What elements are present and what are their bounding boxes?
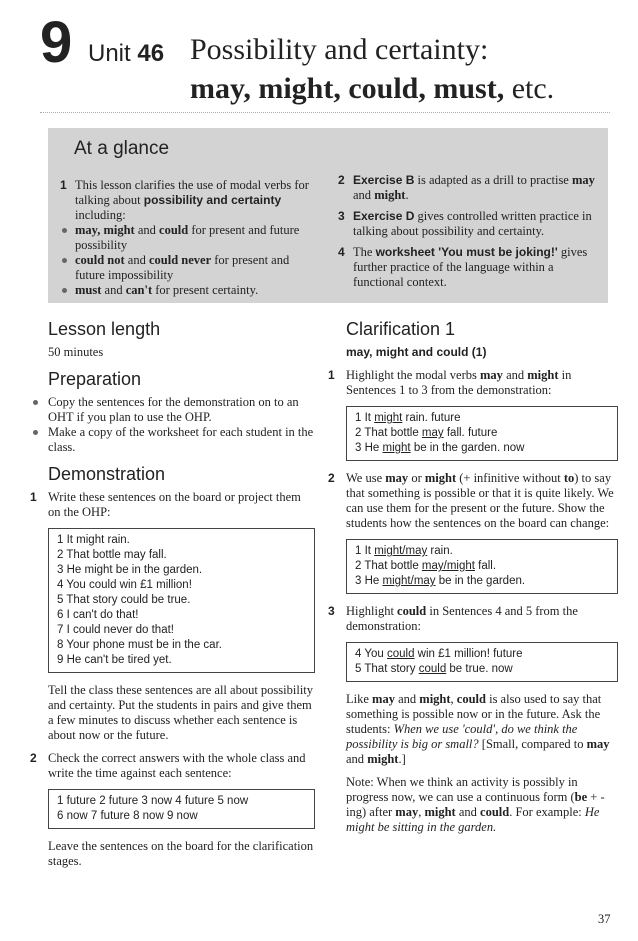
clar-step-3-number: 3 <box>328 604 335 618</box>
sentence: 6 I can't do that! <box>57 609 139 621</box>
clar-text: We use <box>346 471 386 485</box>
unit-label-number: 46 <box>137 40 165 67</box>
box-line <box>355 647 609 662</box>
box-line <box>355 426 609 441</box>
demo-step-2 <box>30 751 315 781</box>
answers-line: 1 future 2 future 3 now 4 future 5 now <box>57 795 249 807</box>
clar-text: or <box>408 471 425 485</box>
glance-bullet <box>60 223 315 253</box>
chapter-number: 9 <box>40 10 73 75</box>
box-line <box>355 559 609 574</box>
clar-step-2 <box>328 471 618 531</box>
box-text: 2 That bottle <box>355 560 422 572</box>
sentence: 2 That bottle may fall. <box>57 549 167 561</box>
page-number: 37 <box>598 912 611 926</box>
para-text: + -ing) after <box>346 790 605 819</box>
glance-item-4-pre: The <box>353 245 376 259</box>
highlight-box-1 <box>346 406 618 461</box>
para-italic: When we use 'could', do we think the possibility is big or small? <box>346 722 578 751</box>
lesson-length-heading: Lesson length <box>48 319 161 339</box>
sentence: 8 Your phone must be in the car. <box>57 639 222 651</box>
glance-item-1 <box>60 178 315 223</box>
box-line <box>355 574 609 589</box>
exercise-d-label: Exercise D <box>353 209 415 223</box>
clar-bold: could <box>397 604 427 618</box>
para-text: .] <box>398 752 406 766</box>
glance-item-1-bold: possibility and certainty <box>143 193 282 207</box>
bullet-bold2: could never <box>148 253 212 267</box>
clarification-subheading: may, might and could (1) <box>346 345 487 359</box>
box-text: be true. now <box>446 663 513 675</box>
glance-item-2-and: and <box>353 188 375 202</box>
sentence: 9 He can't be tired yet. <box>57 654 172 666</box>
box-text: 1 It <box>355 545 375 557</box>
bullet-bold: may, might <box>75 223 135 237</box>
para-text: and <box>455 805 481 819</box>
glance-item-3-number: 3 <box>338 209 345 223</box>
glance-item-1-tail: including: <box>75 208 126 222</box>
box-line <box>355 662 609 677</box>
para-bold: could <box>480 805 510 819</box>
demo-sentences-box <box>48 528 315 673</box>
sentence: 5 That story could be true. <box>57 594 191 606</box>
page-title-line1: Possibility and certainty: <box>190 33 489 66</box>
clar-bold: may <box>480 368 503 382</box>
demo-step-2-number: 2 <box>30 751 37 765</box>
unit-label <box>88 40 164 68</box>
underlined-modal: could <box>386 648 415 660</box>
glance-item-2-bold1: may <box>571 173 595 187</box>
header-rule <box>40 112 610 113</box>
box-text: 3 He <box>355 575 383 587</box>
box-text: be in the garden. now <box>410 442 525 454</box>
box-text: 4 You <box>355 648 387 660</box>
glance-item-1-number: 1 <box>60 178 67 192</box>
bullet-mid: and <box>134 223 160 237</box>
glance-item-4 <box>338 245 600 290</box>
demonstration-heading: Demonstration <box>48 464 166 484</box>
para-bold: may <box>586 737 610 751</box>
underlined-modal: might <box>382 442 411 454</box>
box-text: 3 He <box>355 442 383 454</box>
para-bold: may <box>372 692 395 706</box>
clarification-heading: Clarification 1 <box>346 319 456 339</box>
box-text: 5 That story <box>355 663 419 675</box>
clar-bold: might <box>527 368 559 382</box>
bullet-bold2: can't <box>125 283 153 297</box>
box-line <box>355 441 609 456</box>
like-may-paragraph <box>346 692 618 767</box>
highlight-box-3 <box>346 642 618 682</box>
para-bold: might <box>419 692 451 706</box>
clar-text: and <box>502 368 528 382</box>
underlined-modal: may <box>421 427 444 439</box>
para-bold: might <box>367 752 399 766</box>
box-text: rain. future <box>402 412 461 424</box>
title-etc: etc. <box>511 72 555 105</box>
box-text: fall. future <box>443 427 498 439</box>
underlined-modal: might/may <box>382 575 436 587</box>
preparation-heading: Preparation <box>48 369 142 389</box>
box-text: rain. <box>427 545 453 557</box>
para-text: and <box>346 752 368 766</box>
glance-heading: At a glance <box>74 138 170 159</box>
glance-item-3 <box>338 209 600 239</box>
para-text: and <box>394 692 420 706</box>
para-text: , <box>418 805 425 819</box>
clar-text: in Sentences 1 to 3 from the demonstration: <box>346 368 572 397</box>
clar-bold: to <box>563 471 575 485</box>
glance-item-2-text: is adapted as a drill to practise <box>414 173 572 187</box>
page-title-line2 <box>190 72 554 106</box>
note-paragraph <box>346 775 618 835</box>
unit-label-prefix: Unit <box>88 40 131 67</box>
bullet-mid: and <box>124 253 149 267</box>
underlined-modal: may/might <box>421 560 475 572</box>
bullet-text: for present and future impossibility <box>75 253 290 282</box>
clar-text: Highlight <box>346 604 398 618</box>
glance-item-1-text: This lesson clarifies the use of modal verbs for talking about <box>75 178 309 207</box>
bullet-bold: could not <box>75 253 125 267</box>
prep-bullet: Make a copy of the worksheet for each student in the class. <box>30 425 315 455</box>
glance-item-3-text: gives controlled written practice in talking about possibility and certainty. <box>353 209 592 238</box>
demo-step-1 <box>30 490 315 520</box>
exercise-b-label: Exercise B <box>353 173 415 187</box>
prep-list <box>30 395 315 455</box>
clar-text: (+ infinitive without <box>456 471 564 485</box>
bullet-bold: must <box>75 283 102 297</box>
leave-text: Leave the sentences on the board for the clarification stages. <box>48 839 314 868</box>
underlined-modal: might/may <box>374 545 428 557</box>
para-text: is also used to say that something is possible now or in the future. Ask the students: <box>346 692 602 736</box>
glance-item-2-bold2: might <box>374 188 406 202</box>
box-text: fall. <box>474 560 497 572</box>
para-bold: might <box>424 805 456 819</box>
glance-item-2-end: . <box>405 188 409 202</box>
sentence: 3 He might be in the garden. <box>57 564 203 576</box>
demo-step-1-number: 1 <box>30 490 37 504</box>
title-modals: may, might, could, must, <box>190 72 505 105</box>
box-line <box>355 544 609 559</box>
glance-item-2 <box>338 173 600 203</box>
box-text: 1 It <box>355 412 375 424</box>
glance-bullet <box>60 253 315 283</box>
box-text: 2 That bottle <box>355 427 422 439</box>
para-text: [Small, compared to <box>478 737 587 751</box>
clar-step-2-number: 2 <box>328 471 335 485</box>
prep-bullet: Copy the sentences for the demonstration on to an OHT if you plan to use the OHP. <box>30 395 315 425</box>
bullet-bold2: could <box>159 223 189 237</box>
clar-step-1-number: 1 <box>328 368 335 382</box>
bullet-mid: and <box>101 283 126 297</box>
box-line <box>355 411 609 426</box>
sentence: 1 It might rain. <box>57 534 130 546</box>
answers-line: 6 now 7 future 8 now 9 now <box>57 810 198 822</box>
clar-step-1 <box>328 368 618 398</box>
glance-bullet <box>60 283 315 298</box>
glance-item-4-number: 4 <box>338 245 345 259</box>
sentence: 4 You could win £1 million! <box>57 579 192 591</box>
para-text: , <box>450 692 457 706</box>
left-column <box>30 319 315 877</box>
lesson-length-value: 50 minutes <box>48 345 104 359</box>
worksheet-label: worksheet 'You must be joking!' <box>375 245 558 259</box>
tell-class-text: Tell the class these sentences are all about possibility and certainty. Put the students in pairs and give them a few minutes to discuss whether each sentence is about now or the future. <box>48 683 314 742</box>
clar-text: ) to say that something is possible or that it is quite likely. We can use them for the present or the future. Show the students how the sentences on the board can change: <box>346 471 614 530</box>
sentence: 7 I could never do that! <box>57 624 174 636</box>
clar-bold: might <box>424 471 457 485</box>
clar-bold: may <box>385 471 409 485</box>
demo-step-2-text: Check the correct answers with the whole class and write the time against each sentence: <box>48 751 306 780</box>
underlined-modal: might <box>374 412 403 424</box>
at-a-glance-box <box>48 128 608 303</box>
answers-box <box>48 789 315 829</box>
para-bold: may <box>395 805 419 819</box>
box-text: be in the garden. <box>435 575 526 587</box>
clar-text: in Sentences 4 and 5 from the demonstration: <box>346 604 578 633</box>
clar-text: Highlight the modal verbs <box>346 368 481 382</box>
para-bold: could <box>456 692 486 706</box>
glance-item-4-text: gives further practice of the language within a functional context. <box>353 245 588 289</box>
para-text: Note: When we think an activity is possibly in progress now, we can use a continuous form ( <box>346 775 578 804</box>
para-italic: He might be sitting in the garden. <box>346 805 600 834</box>
glance-left-column <box>60 178 315 298</box>
right-column <box>328 319 618 843</box>
bullet-text: for present certainty. <box>152 283 259 297</box>
demo-step-1-text: Write these sentences on the board or project them on the OHP: <box>48 490 301 519</box>
underlined-modal: could <box>418 663 447 675</box>
para-text: . For example: <box>509 805 585 819</box>
glance-right-column <box>338 173 600 296</box>
bullet-text: for present and future possibility <box>75 223 300 252</box>
para-text: Like <box>346 692 373 706</box>
box-text: win £1 million! future <box>414 648 523 660</box>
highlight-box-2 <box>346 539 618 594</box>
glance-item-2-number: 2 <box>338 173 345 187</box>
clar-step-3 <box>328 604 618 634</box>
para-bold: be <box>574 790 588 804</box>
